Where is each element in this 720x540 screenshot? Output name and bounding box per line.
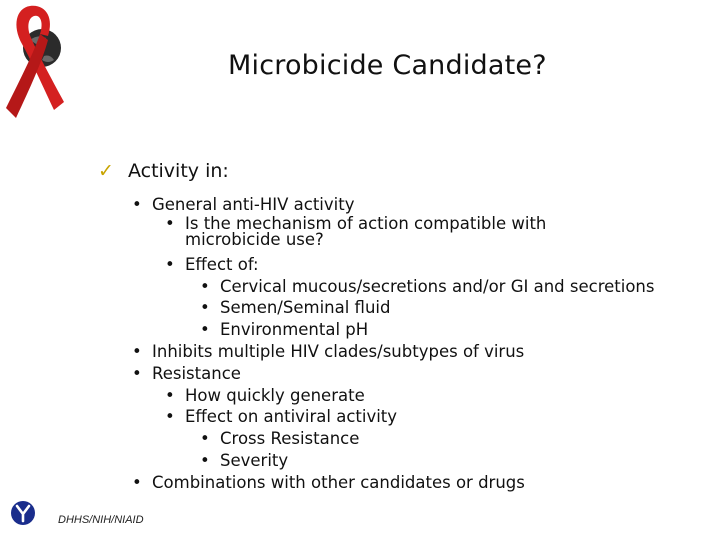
bullet-item: • Cervical mucous/secretions and/or GI and secretions (196, 276, 654, 298)
bullet-item: • Resistance (128, 363, 654, 385)
bullet-item: • Combinations with other candidates or drugs (128, 472, 654, 494)
checkmark-icon: ✓ (98, 160, 114, 182)
bullet-item: • Semen/Seminal fluid (196, 297, 654, 319)
bullet-item: • How quickly generate (161, 385, 654, 407)
aids-ribbon-globe-icon (0, 0, 72, 132)
footer-text: DHHS/NIH/NIAID (58, 514, 144, 526)
bullet-item: • Inhibits multiple HIV clades/subtypes of virus (128, 341, 654, 363)
hhs-logo-icon (10, 500, 36, 526)
heading-text: Activity in: (127, 160, 229, 182)
activity-heading (98, 160, 229, 182)
bullet-item: • Severity (196, 450, 654, 472)
footer (10, 500, 144, 526)
bullet-item: • Effect on antiviral activity (161, 406, 654, 428)
bullet-item: • Environmental pH (196, 319, 654, 341)
bullet-list (128, 194, 654, 494)
bullet-item: • Effect of: (161, 254, 654, 276)
bullet-item: • Cross Resistance (196, 428, 654, 450)
bullet-item: • General anti-HIV activity (128, 194, 654, 216)
bullet-item: • Is the mechanism of action compatible with microbicide use? (161, 216, 645, 248)
slide-title: Microbicide Candidate? (228, 50, 547, 81)
